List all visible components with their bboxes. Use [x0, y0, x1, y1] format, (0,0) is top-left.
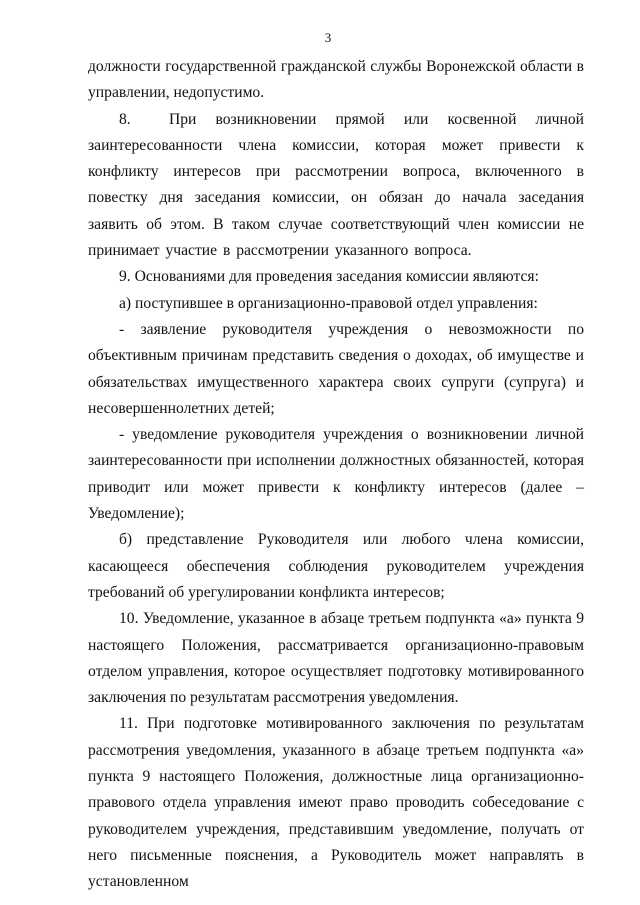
paragraph-9: 9. Основаниями для проведения заседания комиссии являются: — [119, 268, 539, 286]
document-body — [88, 54, 584, 896]
page-number: 3 — [324, 30, 332, 45]
paragraph-9a-item-2: - уведомление руководителя учреждения о возникновении личной заинтересованности при исполнении должностных обязанностей, которая приводит или может привести к конфликту интересов (далее – Уведомление); — [88, 426, 584, 523]
paragraph-9b: б) представление Руководителя или любого члена комиссии, касающееся обеспечения соблюдения руководителем учреждения требований об урегулировании конфликта интересов; — [88, 531, 584, 601]
paragraph-9a-item-1: - заявление руководителя учреждения о невозможности по объективным причинам представить сведения о доходах, об имуществе и обязательствах имущественного характера своих супруги (супруга) и несовершеннолетних детей; — [88, 320, 584, 417]
paragraph-9a: а) поступившее в организационно-правовой отдел управления: — [119, 294, 538, 312]
paragraph-8: 8. При возникновении прямой или косвенной личной заинтересованности члена комиссии, которая может привести к конфликту интересов при рассмотрении вопроса, включенного в повестку дня заседания комиссии, он обязан до начала заседания заявить об этом. В таком случае соответствующий член комиссии не принимает участие в рассмотрении указанного вопроса. — [88, 110, 584, 260]
paragraph-continuation: должности государственной гражданской службы Воронежской области в управлении, недопустимо. — [88, 58, 584, 102]
paragraph-10: 10. Уведомление, указанное в абзаце третьем подпункта «а» пункта 9 настоящего Положения, рассматривается организационно-правовым отделом управления, которое осуществляет подготовку мотивированного заключения по результатам рассмотрения уведомления. — [88, 610, 584, 707]
paragraph-11: 11. При подготовке мотивированного заключения по результатам рассмотрения уведомления, указанного в абзаце третьем подпункта «а» пункта 9 настоящего Положения, должностные лица организационно-правового отдела управления имеют право проводить собеседование с руководителем учреждения, представившим уведомление, получать от него письменные пояснения, а Руководитель может направлять в установленном — [88, 715, 584, 891]
